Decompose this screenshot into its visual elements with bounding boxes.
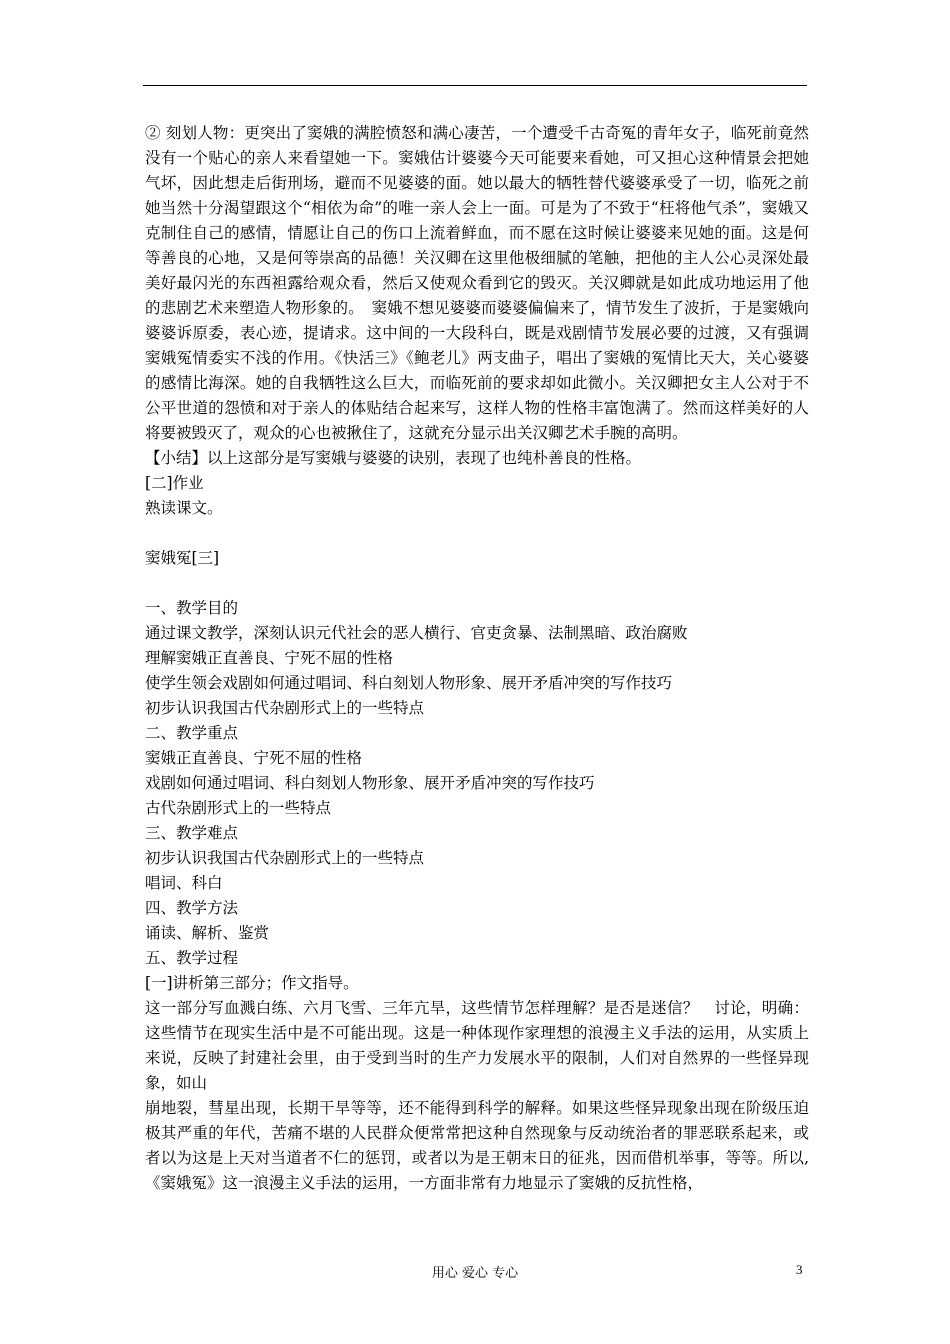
header-rule: [143, 85, 807, 86]
list-item: 通过课文教学，深刻认识元代社会的恶人横行、官吏贪暴、法制黑暗、政治腐败: [145, 624, 688, 642]
paragraph-discussion-continued: 崩地裂，彗星出现，长期干旱等等，还不能得到科学的解释。如果这些怪异现象出现在阶级压迫极其严重的年代，苦痛不堪的人民群众便常常把这种自然现象与反动统治者的罪恶联系起来，或者以为这是上天对当道者不仁的惩罚，或者以为是王朝末日的征兆，因而借机举事，等等。所以,《窦娥冤》这一浪漫主义手法的运用，一方面非常有力地显示了窦娥的反抗性格，: [145, 1099, 809, 1192]
list-item: 初步认识我国古代杂剧形式上的一些特点: [145, 699, 425, 717]
list-item: [一]讲析第三部分；作文指导。: [145, 974, 359, 992]
heading-key-points: 二、教学重点: [145, 724, 239, 742]
paragraph-characterization: ② 刻划人物：更突出了窦娥的满腔愤怒和满心凄苦，一个遭受千古奇冤的青年女子，临死前竟然没有一个贴心的亲人来看望她一下。窦娥估计婆婆今天可能要来看她，可又担心这种情景会把她气坏，因此想走后街刑场，避而不见婆婆的面。她以最大的牺牲替代婆婆承受了一切，临死之前她当然十分渴望跟这个“相依为命”的唯一亲人会上一面。可是为了不致于“枉将他气杀”，窦娥又克制住自己的感情，情愿让自己的伤口上流着鲜血，而不愿在这时候让婆婆来见她的面。这是何等善良的心地，又是何等崇高的品德！关汉卿在这里他极细腻的笔触，把他的主人公心灵深处最美好最闪光的东西袒露给观众看，然后又使观众看到它的毁灭。关汉卿就是如此成功地运用了他的悲剧艺术来塑造人物形象的。 窦娥不想见婆婆而婆婆偏偏来了，情节发生了波折，于是窦娥向婆婆诉原委，表心迹，提请求。这中间的一大段科白，既是戏剧情节发展必要的过渡，又有强调窦娥冤情委实不浅的作用。《快活三》《鲍老儿》两支曲子，唱出了窦娥的冤情比天大，关心婆婆的感情比海深。她的自我牺牲这么巨大，而临死前的要求却如此微小。关汉卿把女主人公对于不公平世道的怨愤和对于亲人的体贴结合起来写，这样人物的性格丰富饱满了。然而这样美好的人将要被毁灭了，观众的心也被揪住了，这就充分显示出关汉卿艺术手腕的高明。: [145, 124, 809, 442]
list-item: 理解窦娥正直善良、宁死不屈的性格: [145, 649, 394, 667]
blank-line: [145, 571, 809, 596]
heading-difficulties: 三、教学难点: [145, 824, 239, 842]
heading-process: 五、教学过程: [145, 949, 239, 967]
paragraph-summary: 【小结】以上这部分是写窦娥与婆婆的诀别，表现了也纯朴善良的性格。: [145, 449, 642, 467]
paragraph-homework: 熟读课文。: [145, 499, 223, 517]
list-item: 窦娥正直善良、宁死不屈的性格: [145, 749, 363, 767]
blank-line: [145, 521, 809, 546]
heading-methods: 四、教学方法: [145, 899, 239, 917]
list-item: 戏剧如何通过唱词、科白刻划人物形象、展开矛盾冲突的写作技巧: [145, 774, 595, 792]
heading-teaching-goals: 一、教学目的: [145, 599, 239, 617]
heading-homework: [二]作业: [145, 474, 204, 492]
list-item: 唱词、科白: [145, 874, 223, 892]
footer-motto: 用心 爱心 专心: [431, 1266, 519, 1281]
list-item: 使学生领会戏剧如何通过唱词、科白刻划人物形象、展开矛盾冲突的写作技巧: [145, 674, 673, 692]
page-number: 3: [796, 1262, 803, 1277]
list-item: 诵读、解析、鉴赏: [145, 924, 270, 942]
section-title: 窦娥冤[三]: [145, 549, 220, 567]
paragraph-discussion: 这一部分写血溅白练、六月飞雪、三年亢旱，这些情节怎样理解？是否是迷信？ 讨论，明确：这些情节在现实生活中是不可能出现。这是一种体现作家理想的浪漫主义手法的运用，从实质上来说，反映了封建社会里，由于受到当时的生产力发展水平的限制，人们对自然界的一些怪异现象，如山: [145, 999, 809, 1092]
list-item: 初步认识我国古代杂剧形式上的一些特点: [145, 849, 425, 867]
document-body: [145, 121, 809, 1196]
list-item: 古代杂剧形式上的一些特点: [145, 799, 332, 817]
